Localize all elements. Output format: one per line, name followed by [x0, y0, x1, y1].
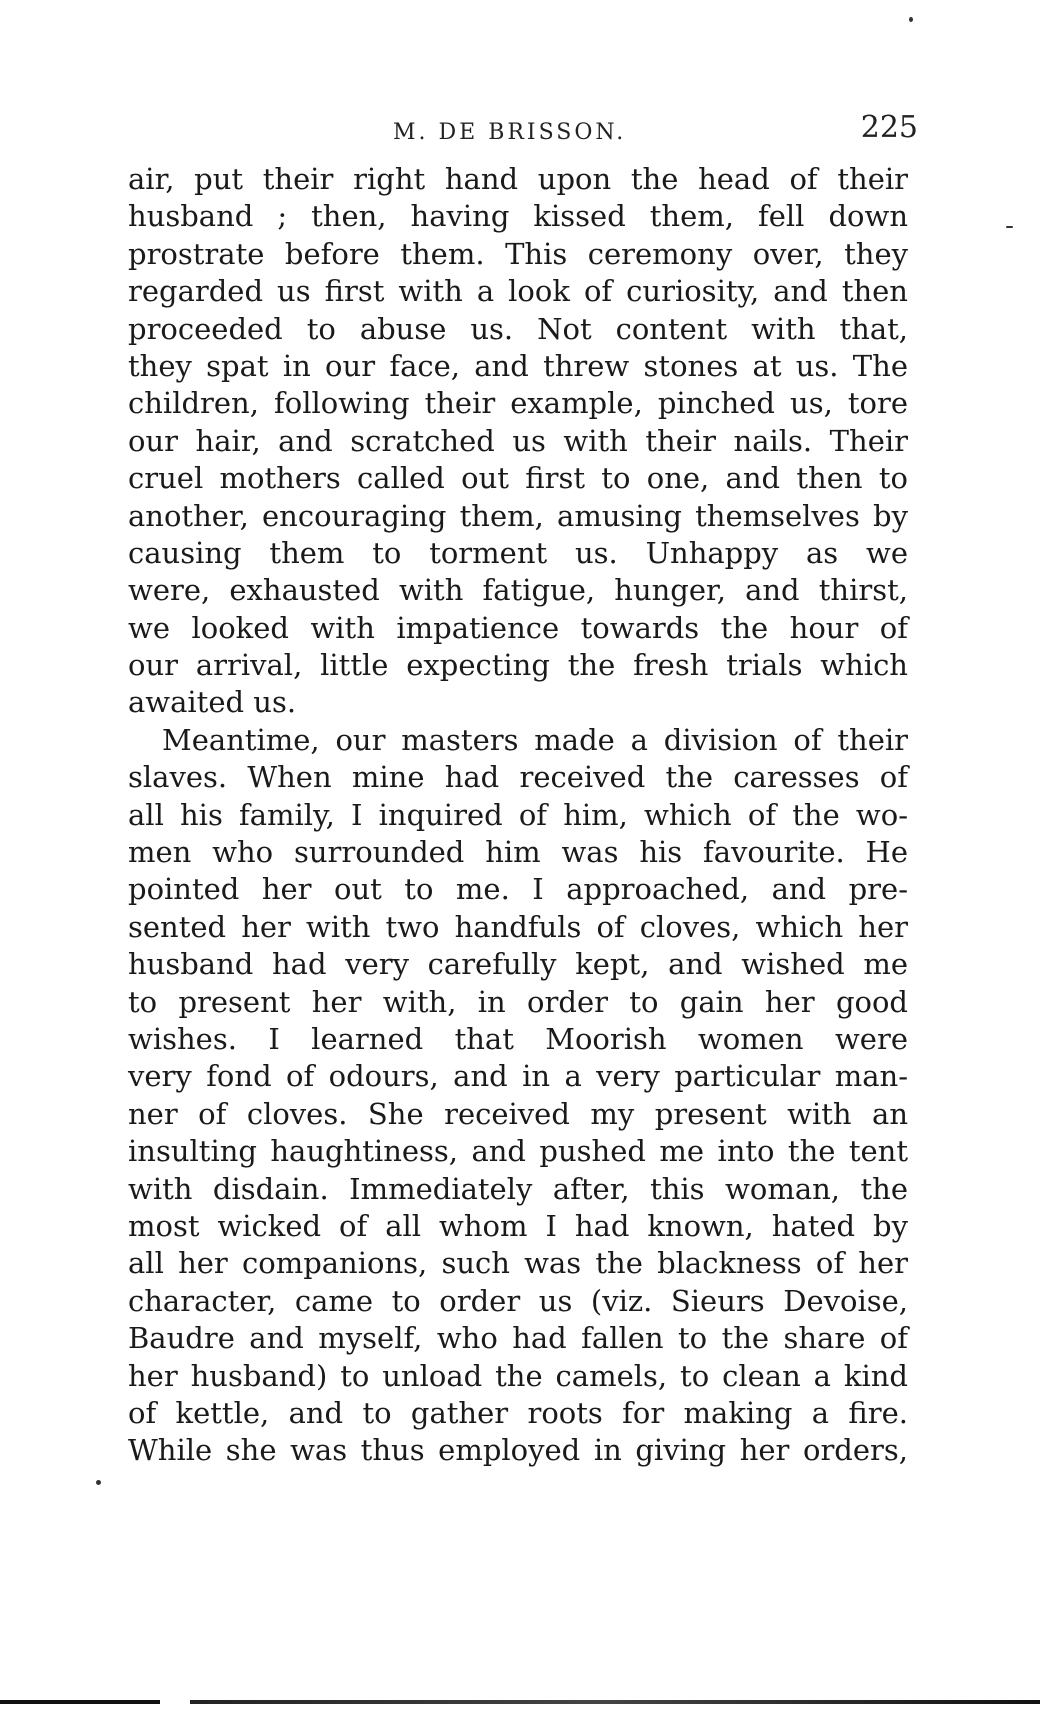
page-header: [128, 110, 918, 154]
text-line: with disdain. Immediately after, this woman, the: [128, 1171, 908, 1206]
text-line: children, following their example, pinched us, tore: [128, 386, 908, 421]
text-line: insulting haughtiness, and pushed me into the tent: [128, 1134, 908, 1169]
ink-speck: [1006, 226, 1013, 228]
text-line: our arrival, little expecting the fresh trials which: [128, 648, 908, 683]
running-head: M. DE BRISSON.: [393, 120, 627, 145]
text-line: Meantime, our masters made a division of their: [162, 722, 908, 757]
text-line: to present her with, in order to gain her good: [128, 984, 908, 1019]
text-line: men who surrounded him was his favourite. He: [128, 835, 908, 870]
text-line: causing them to torment us. Unhappy as we: [128, 535, 908, 570]
bottom-rule: [0, 1700, 1040, 1704]
text-line: they spat in our face, and threw stones at us. The: [128, 348, 908, 383]
text-line: prostrate before them. This ceremony over, they: [128, 236, 908, 271]
text-line: were, exhausted with fatigue, hunger, and thirst,: [128, 573, 908, 608]
text-line: sented her with two handfuls of cloves, which her: [128, 909, 908, 944]
text-line: pointed her out to me. I approached, and pre-: [128, 872, 908, 907]
text-line: we looked with impatience towards the hour of: [128, 610, 908, 645]
text-line: very fond of odours, and in a very particular man-: [128, 1059, 908, 1094]
text-line: Baudre and myself, who had fallen to the share of: [128, 1321, 908, 1356]
text-line: of kettle, and to gather roots for making a fire.: [128, 1395, 908, 1430]
text-line: husband ; then, having kissed them, fell down: [128, 199, 908, 234]
text-line: all her companions, such was the blackness of her: [128, 1246, 908, 1281]
page-number: 225: [860, 110, 918, 145]
text-line: slaves. When mine had received the caresses of: [128, 760, 908, 795]
text-line: ner of cloves. She received my present with an: [128, 1096, 908, 1131]
ink-speck: [909, 17, 913, 22]
text-line: cruel mothers called out first to one, and then to: [128, 461, 908, 496]
text-line: character, came to order us (viz. Sieurs Devoise,: [128, 1283, 908, 1318]
text-line: husband had very carefully kept, and wished me: [128, 947, 908, 982]
text-line: regarded us first with a look of curiosity, and then: [128, 274, 908, 309]
paragraph-1: [128, 161, 908, 722]
text-line: wishes. I learned that Moorish women were: [128, 1021, 908, 1056]
text-line: air, put their right hand upon the head of their: [128, 162, 908, 196]
text-line: our hair, and scratched us with their nails. Their: [128, 423, 908, 458]
text-line: awaited us.: [128, 685, 297, 720]
text-line: proceeded to abuse us. Not content with that,: [128, 311, 908, 346]
paragraph-2: [128, 722, 908, 1470]
text-line: her husband) to unload the camels, to clean a kind: [128, 1358, 908, 1393]
text-line: most wicked of all whom I had known, hated by: [128, 1208, 908, 1243]
text-line: all his family, I inquired of him, which of the wo-: [128, 797, 908, 832]
text-line: another, encouraging them, amusing themselves by: [128, 498, 908, 533]
text-line: While she was thus employed in giving her orders,: [128, 1433, 908, 1468]
body-text: [128, 161, 908, 1470]
ink-speck: [96, 1480, 101, 1485]
